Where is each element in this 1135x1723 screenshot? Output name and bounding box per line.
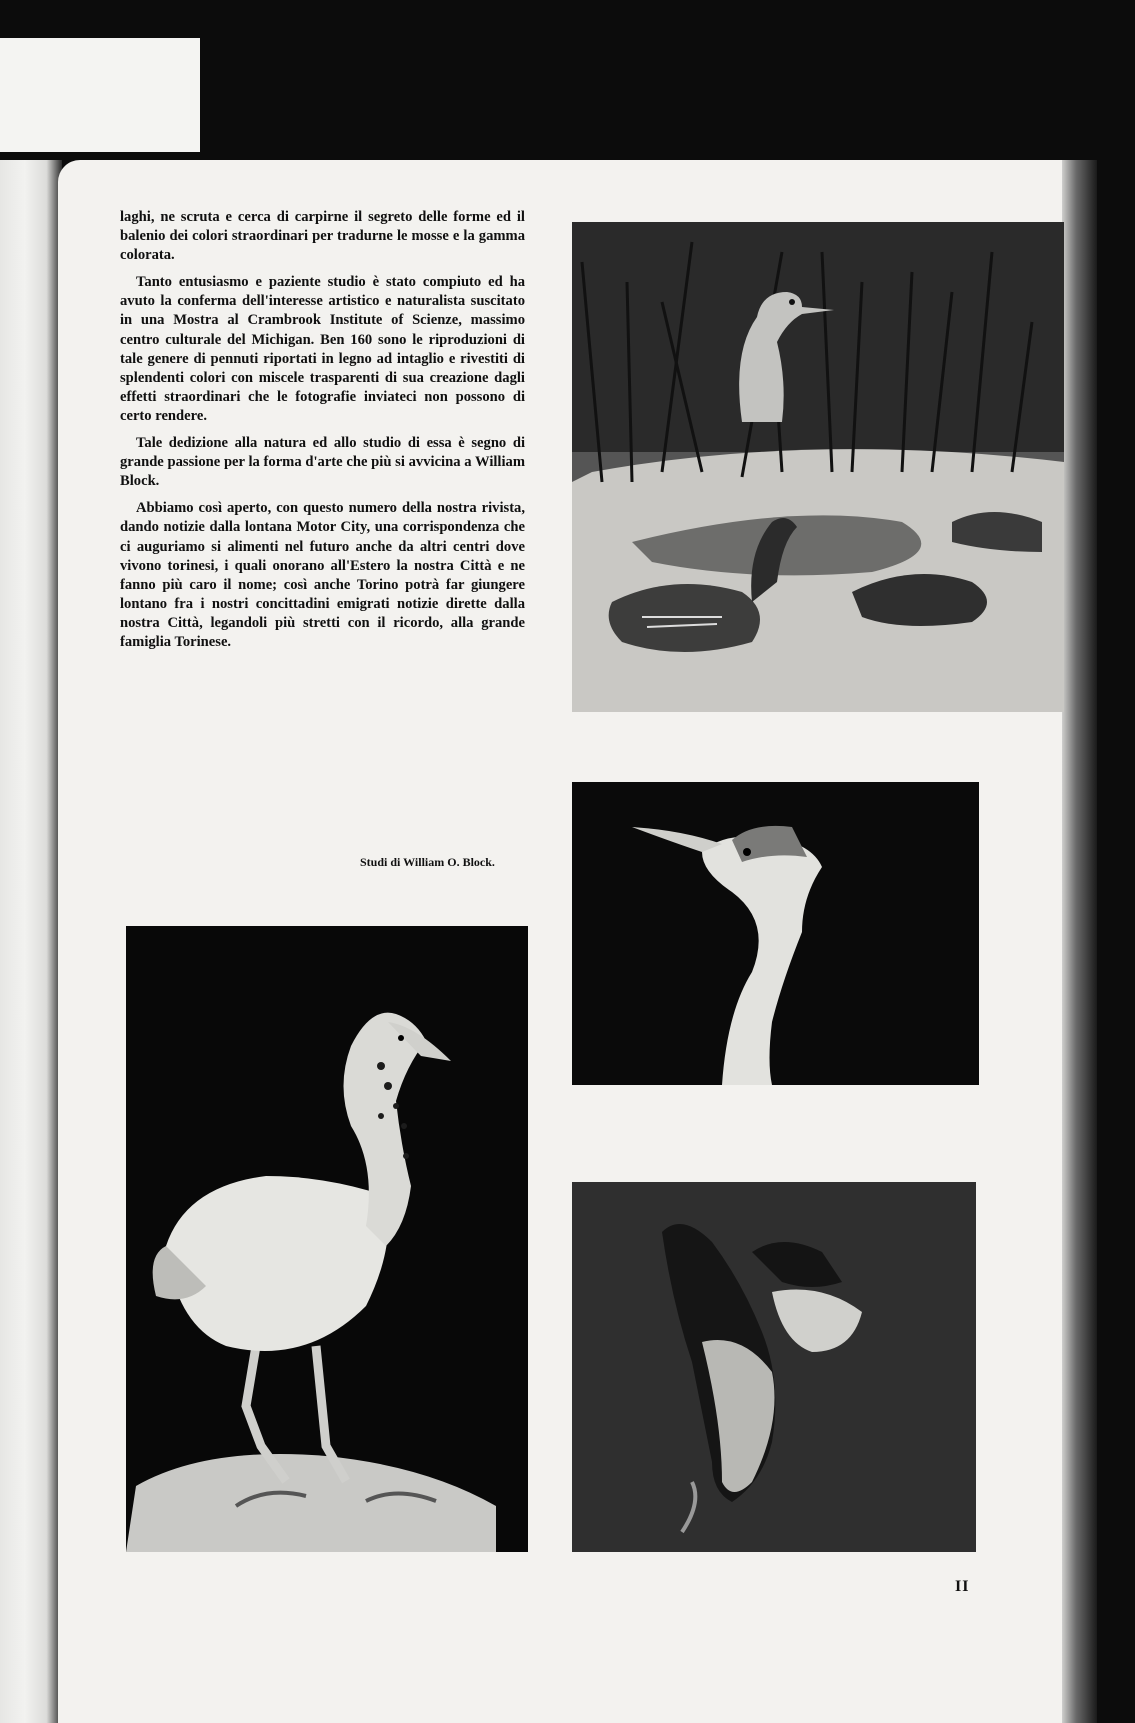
scan-right-edge [1062,160,1097,1723]
article-paragraph: Tale dedizione alla natura ed allo studio di essa è segno di grande passione per la forma d'arte che più si avvicina a William Block. [120,435,525,490]
article-paragraph: Abbiamo così aperto, con questo numero della nostra rivista, dando notizie dalla lontana Motor City, una corrispondenza che ci auguriamo si alimenti nel futuro anche da altri centri dove vivono torinesi, i quali onorano all'Estero la nostra Città e ne fanno più caro il nome; così anche Torino potrà far giungere lontano fra i nostri concittadini emigrati notizie dirette dalla nostra Città, legandoli più stretti con il ricordo, alla grande famiglia Torinese. [120,500,525,650]
article-text [120,208,525,652]
heron-head-closeup-photo [572,782,979,1085]
article-paragraph: laghi, ne scruta e cerca di carpirne il segreto delle forme ed il balenio dei colori straordinari per tradurne le mosse e la gamma colorata. [120,209,525,264]
scan-left-edge [0,160,62,1723]
scan-margin-tab [0,38,200,152]
heron-and-loon-diorama-photo [572,222,1064,712]
photo-credit: Studi di William O. Block. [360,855,495,869]
diving-duck-photo [572,1182,976,1552]
article-paragraph: Tanto entusiasmo e paziente studio è stato compiuto ed ha avuto la conferma dell'interesse artistico e naturalista suscitato in una Mostra al Crambrook Institute of Scienze, massimo centro culturale del Michigan. Ben 160 sono le riproduzioni di tale genere di pennuti riportati in legno ad intaglio e rivestiti di splendenti colori con miscele trasparenti di sua creazione dagli effetti straordinari che le fotografie inviateci non possono di certo rendere. [120,274,525,424]
page-number: II [955,1578,970,1595]
carved-heron-photo [126,926,528,1552]
